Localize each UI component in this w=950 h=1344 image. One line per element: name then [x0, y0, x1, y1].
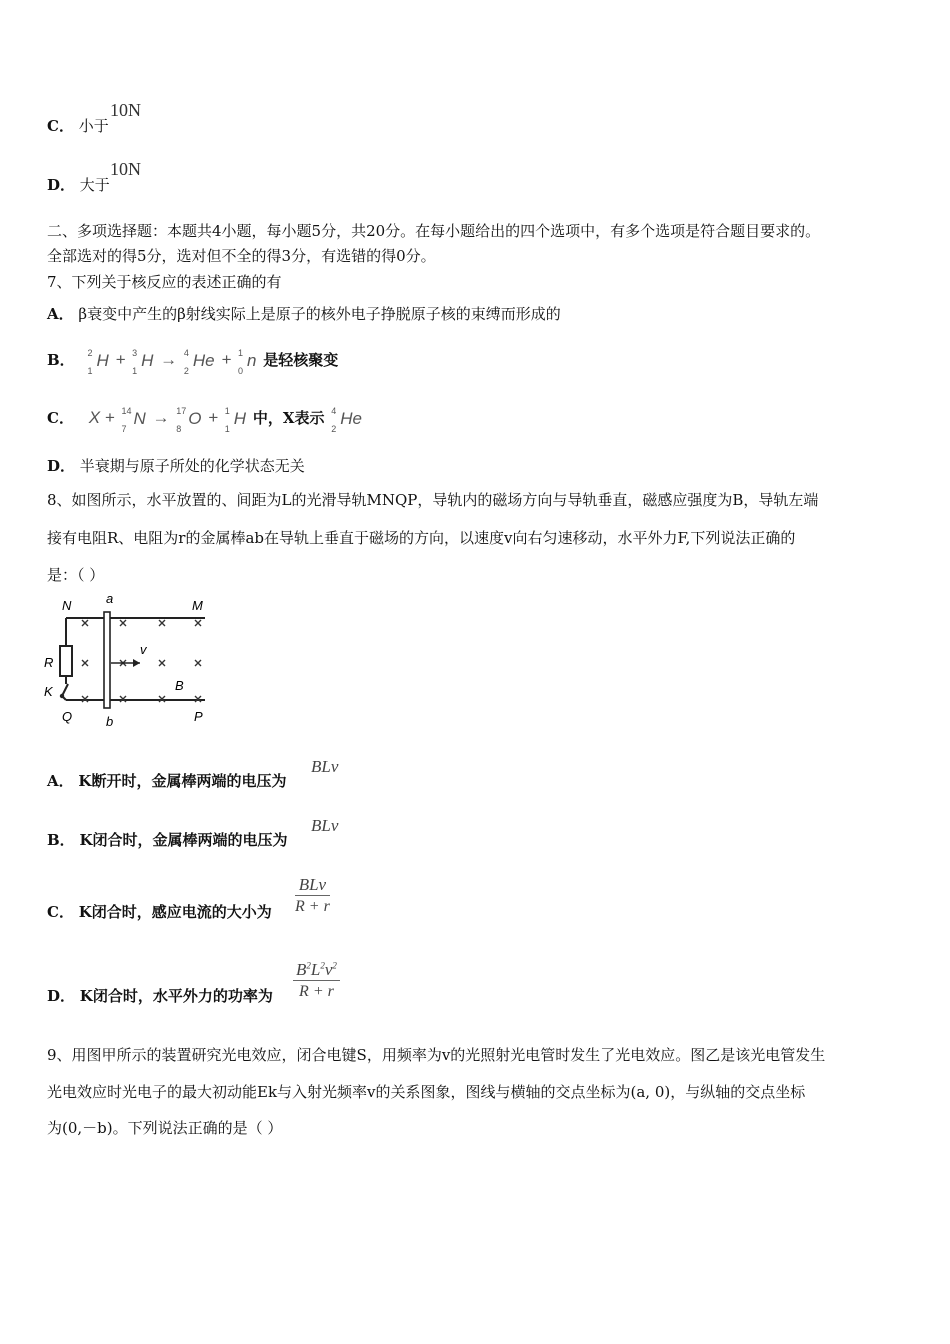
q7-option-c[interactable]: [47, 405, 364, 434]
option-text: 半衰期与原子所处的化学状态无关: [79, 457, 305, 475]
option-label: B．: [47, 351, 75, 369]
option-label: A．: [47, 305, 74, 323]
q6-option-d[interactable]: [47, 175, 110, 195]
q8-c-fraction: [295, 875, 330, 916]
fraction-numerator: $B^2L^2v^2$: [296, 960, 337, 979]
option-label: D．: [47, 176, 76, 194]
option-label: C．: [47, 903, 74, 921]
option-text: K闭合时，感应电流的大小为: [78, 903, 272, 921]
label-m: M: [192, 598, 203, 613]
q7-option-b[interactable]: [47, 347, 339, 376]
q6-d-math: 10N: [110, 159, 141, 179]
option-text: K闭合时，水平外力的功率为: [79, 987, 273, 1005]
option-label: C．: [47, 117, 74, 135]
q9-line1: 9、用图甲所示的装置研究光电效应，闭合电键S，用频率为v的光照射光电管时发生了光电效应。图乙是该光电管发生: [47, 1046, 826, 1064]
option-text: 是轻核聚变: [263, 351, 339, 369]
rail-circuit-diagram: [40, 588, 220, 730]
option-label: D．: [47, 987, 76, 1005]
q8-b-math: BLv: [311, 816, 339, 835]
q8-line1: 8、如图所示，水平放置的、间距为L的光滑导轨MNQP，导轨内的磁场方向与导轨垂直，磁感应强度为B，导轨左端: [47, 491, 819, 509]
option-label: D．: [47, 457, 76, 475]
label-v: v: [140, 642, 147, 657]
option-text: K闭合时，金属棒两端的电压为: [79, 831, 288, 849]
helium-symbol: 4 2 He: [331, 405, 363, 434]
label-b-field: B: [175, 678, 184, 693]
q7-option-d[interactable]: [47, 456, 305, 476]
fraction-denominator: R + r: [299, 983, 334, 1000]
q8-d-fraction: [293, 960, 340, 1001]
label-n: N: [62, 598, 72, 613]
q8-option-a[interactable]: [47, 771, 286, 791]
option-label: B．: [47, 831, 75, 849]
fraction-numerator: BLv: [298, 875, 327, 894]
q7-option-a[interactable]: [47, 304, 561, 324]
q9-line3: 为(0,－b)。下列说法正确的是（ ）: [47, 1119, 283, 1137]
label-a: a: [106, 591, 114, 606]
q6-option-c[interactable]: [47, 116, 109, 136]
reaction-equation: X + 14 7 N → 17 8 O + 1 1 H: [88, 405, 247, 434]
label-k: K: [44, 684, 53, 699]
q8-line3: 是：（ ）: [47, 566, 105, 584]
label-q: Q: [62, 709, 73, 724]
q8-option-d[interactable]: [47, 986, 273, 1006]
option-label: A．: [47, 772, 74, 790]
label-p: P: [194, 709, 203, 724]
label-r: R: [44, 655, 54, 670]
option-text: β衰变中产生的β射线实际上是原子的核外电子挣脱原子核的束缚而形成的: [78, 305, 561, 323]
section2-line2: 全部选对的得5分，选对但不全的得3分，有选错的得0分。: [47, 247, 436, 265]
metal-rod-ab: [104, 612, 110, 708]
q6-c-math: 10N: [110, 100, 141, 120]
section2-line1: 二、多项选择题：本题共4小题，每小题5分，共20分。在每小题给出的四个选项中，有多个选项是符合题目要求的。: [47, 222, 821, 240]
q7-stem: 7、下列关于核反应的表述正确的有: [47, 273, 282, 291]
resistor-r: [60, 646, 72, 676]
fraction-denominator: R + r: [295, 898, 330, 915]
option-text: 小于: [78, 117, 109, 135]
option-text: 中，X表示: [252, 409, 325, 427]
option-text: 大于: [79, 176, 110, 194]
option-label: C．: [47, 409, 74, 427]
q8-a-math: BLv: [311, 757, 339, 776]
q8-option-b[interactable]: [47, 830, 288, 850]
q9-line2: 光电效应时光电子的最大初动能Ek与入射光频率v的关系图象，图线与横轴的交点坐标为(a, 0)，与纵轴的交点坐标: [47, 1083, 806, 1101]
q8-option-c[interactable]: [47, 902, 272, 922]
option-text: K断开时，金属棒两端的电压为: [78, 772, 287, 790]
label-b: b: [106, 714, 114, 729]
fusion-equation: 2 1 H + 3 1 H → 4 2 He + 1 0 n: [87, 347, 257, 376]
q8-line2: 接有电阻R、电阻为r的金属棒ab在导轨上垂直于磁场的方向，以速度v向右匀速移动，水平外力F,下列说法正确的: [47, 529, 796, 547]
